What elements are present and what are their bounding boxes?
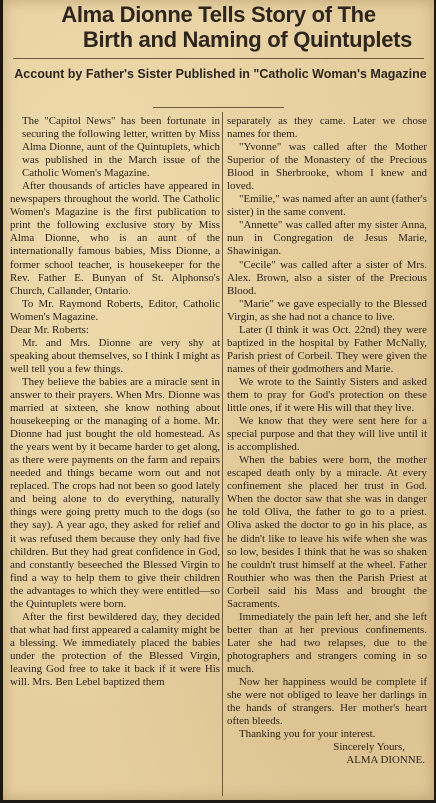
article-paragraph: Later (I think it was Oct. 22nd) they were baptized in the hospital by Father McNally, Parish priest of Corbeil. They were given the names of their godmothers and Marie. [227, 323, 427, 375]
article-paragraph: "Yvonne" was called after the Mother Superior of the Monastery of the Precious Blood in Sherbrooke, whom I knew and loved. [227, 141, 427, 193]
column-divider [222, 112, 223, 796]
article-paragraph: After the first bewildered day, they decided that what had first appeared a calamity might be a blessing. We immediately placed the babies under the protection of the Blessed Virgin, leaving God free to take it back if it were His will. Mrs. Ben Lebel baptized them [10, 610, 220, 689]
article-paragraph: separately as they came. Later we chose names for them. [227, 115, 427, 141]
article-paragraph: "Cecile" was called after a sister of Mrs. Alex. Brown, also a sister of the Precious Blood. [227, 258, 427, 297]
article-paragraph: We wrote to the Saintly Sisters and asked them to pray for God's protection on these little ones, if it were His will that they live. [227, 375, 427, 415]
article-paragraph: We know that they were sent here for a special purpose and that they will live until it is accomplished. [227, 415, 427, 454]
subhead-rule [153, 107, 284, 108]
article-paragraph: "Annette" was called after my sister Anna, nun in Congregation de Jesus Marie, Shawinigan. [227, 219, 427, 258]
article-paragraph: After thousands of articles have appeared in newspapers throughout the world. The Catholic Women's Magazine is the first publication to print the following exclusive story by Miss Alma Dionne, who is an aunt of the internationally famous babies, Miss Dionne, a former school teacher, is housekeeper for the Rev. Father E. Bunyan of St. Alphonso's Church, Callander, Ontario. [10, 180, 220, 297]
signature: ALMA DIONNE. [346, 754, 425, 767]
headline-rule [13, 58, 424, 59]
salutation-address: To Mr. Raymond Roberts, Editor, Catholic Women's Magazine. [10, 297, 220, 323]
article-paragraph: Now her happiness would be complete if she were not obliged to leave her darlings in the hands of strangers. Her mother's heart often bleeds. [227, 676, 427, 728]
headline-line-2: Birth and Naming of Quintuplets [82, 27, 413, 52]
article-paragraph: When the babies were born, the mother escaped death only by a miracle. At every confinement she placed her trust in God. When the doctor saw that she was in danger he told Oliva, the father to go to a priest. Oliva asked the doctor to go in his place, as he didn't like to leave his wife when she was so low, besides I think that he was so shaken he couldn't trust himself at the wheel. Father Routhier who was then the Parish Priest at Corbeil said his Mass and brought the Sacraments. [227, 454, 427, 610]
subheadline: Account by Father's Sister Published in "Catholic Woman's Magazine [14, 67, 427, 81]
article-column-2 [227, 115, 427, 798]
article-paragraph: Mr. and Mrs. Dionne are very shy at speaking about themselves, so I think I might as well tell you a few things. [10, 336, 220, 375]
intro-paragraph: The "Capitol News" has been fortunate in securing the following letter, written by Miss Alma Dionne, aunt of the Quintuplets, which was published in the March issue of the Catholic Women's Magazine. [22, 115, 220, 180]
headline-line-1: Alma Dionne Tells Story of The [61, 2, 376, 27]
salutation: Dear Mr. Roberts: [10, 323, 89, 336]
article-paragraph: "Marie" we gave especially to the Blessed Virgin, as she had not a chance to live. [227, 297, 427, 323]
newspaper-clipping [3, 0, 434, 800]
article-paragraph: Immediately the pain left her, and she left better than at her previous confinements. Later she had two relapses, due to the photographers and strangers coming in so much. [227, 610, 427, 675]
article-paragraph: Thanking you for your interest. [239, 728, 376, 741]
article-paragraph: They believe the babies are a miracle sent in answer to their prayers. When Mrs. Dionne was married at sixteen, she know nothing about housekeeping or the managing of a home. Mr. Dionne had just bought the old homestead. As the years went by it became harder to get along, as there were payments on the farm and repairs needed and things became worn out and not replaced. The crops had not been so good lately and being alone to do everything, naturally things were going pretty much to the dogs (so they say). A year ago, they asked for relief and it was refused them because they only had five children. But they had great confidence in God, and constantly beseeched the Blessed Virgin to find a way to help them to give their children the advantages to which they were entitled—so the Quintuplets were born. [10, 375, 220, 610]
article-column-1 [10, 115, 220, 798]
article-paragraph: "Emilie," was named after an aunt (father's sister) in the same convent. [227, 193, 427, 219]
closing: Sincerely Yours, [333, 741, 405, 754]
